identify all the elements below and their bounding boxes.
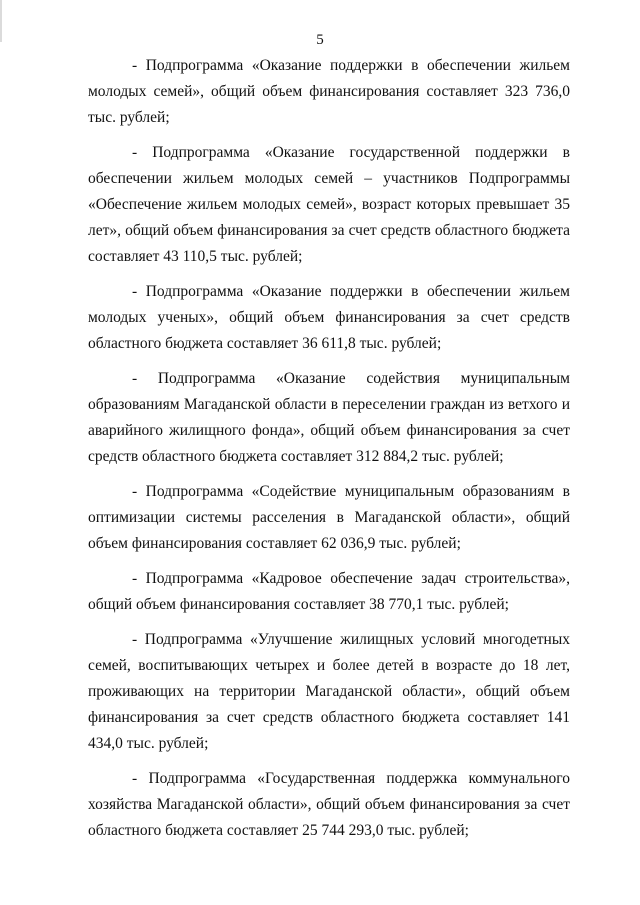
paragraph-subprogram-state-support-young-families: - Подпрограмма «Оказание государственной поддержки в обеспечении жильем молодых семей – участников Подпрограммы «Обеспечение жильем молодых семей», возраст которых превышает 35 лет», общий объем финансирования за счет средств областного бюджета составляет 43 110,5 тыс. рублей; xyxy=(88,144,570,265)
paragraph-subprogram-large-families: - Подпрограмма «Улучшение жилищных условий многодетных семей, воспитывающих четырех и более детей в возрасте до 18 лет, проживающих на территории Магаданской области», общий объем финансирования за счет средств областного бюджета составляет 141 434,0 тыс. рублей; xyxy=(88,631,570,752)
paragraph-subprogram-settlement-optimization: - Подпрограмма «Содействие муниципальным образованиям в оптимизации системы расселения в Магаданской области», общий объем финансирования составляет 62 036,9 тыс. рублей; xyxy=(88,483,570,552)
page-number: 5 xyxy=(316,32,324,48)
paragraph-subprogram-young-scientists: - Подпрограмма «Оказание поддержки в обеспечении жильем молодых ученых», общий объем финансирования за счет средств областного бюджета составляет 36 611,8 тыс. рублей; xyxy=(88,283,570,352)
document-body xyxy=(88,53,570,853)
paragraph-subprogram-young-families: - Подпрограмма «Оказание поддержки в обеспечении жильем молодых семей», общий объем финансирования составляет 323 736,0 тыс. рублей; xyxy=(88,57,570,126)
paragraph-subprogram-staffing: - Подпрограмма «Кадровое обеспечение задач строительства», общий объем финансирования составляет 38 770,1 тыс. рублей; xyxy=(88,570,570,613)
paragraph-subprogram-communal-services: - Подпрограмма «Государственная поддержка коммунального хозяйства Магаданской области», общий объем финансирования за счет областного бюджета составляет 25 744 293,0 тыс. рублей; xyxy=(88,770,570,839)
paragraph-subprogram-resettlement: - Подпрограмма «Оказание содействия муниципальным образованиям Магаданской области в переселении граждан из ветхого и аварийного жилищного фонда», общий объем финансирования за счет средств областного бюджета составляет 312 884,2 тыс. рублей; xyxy=(88,370,570,465)
